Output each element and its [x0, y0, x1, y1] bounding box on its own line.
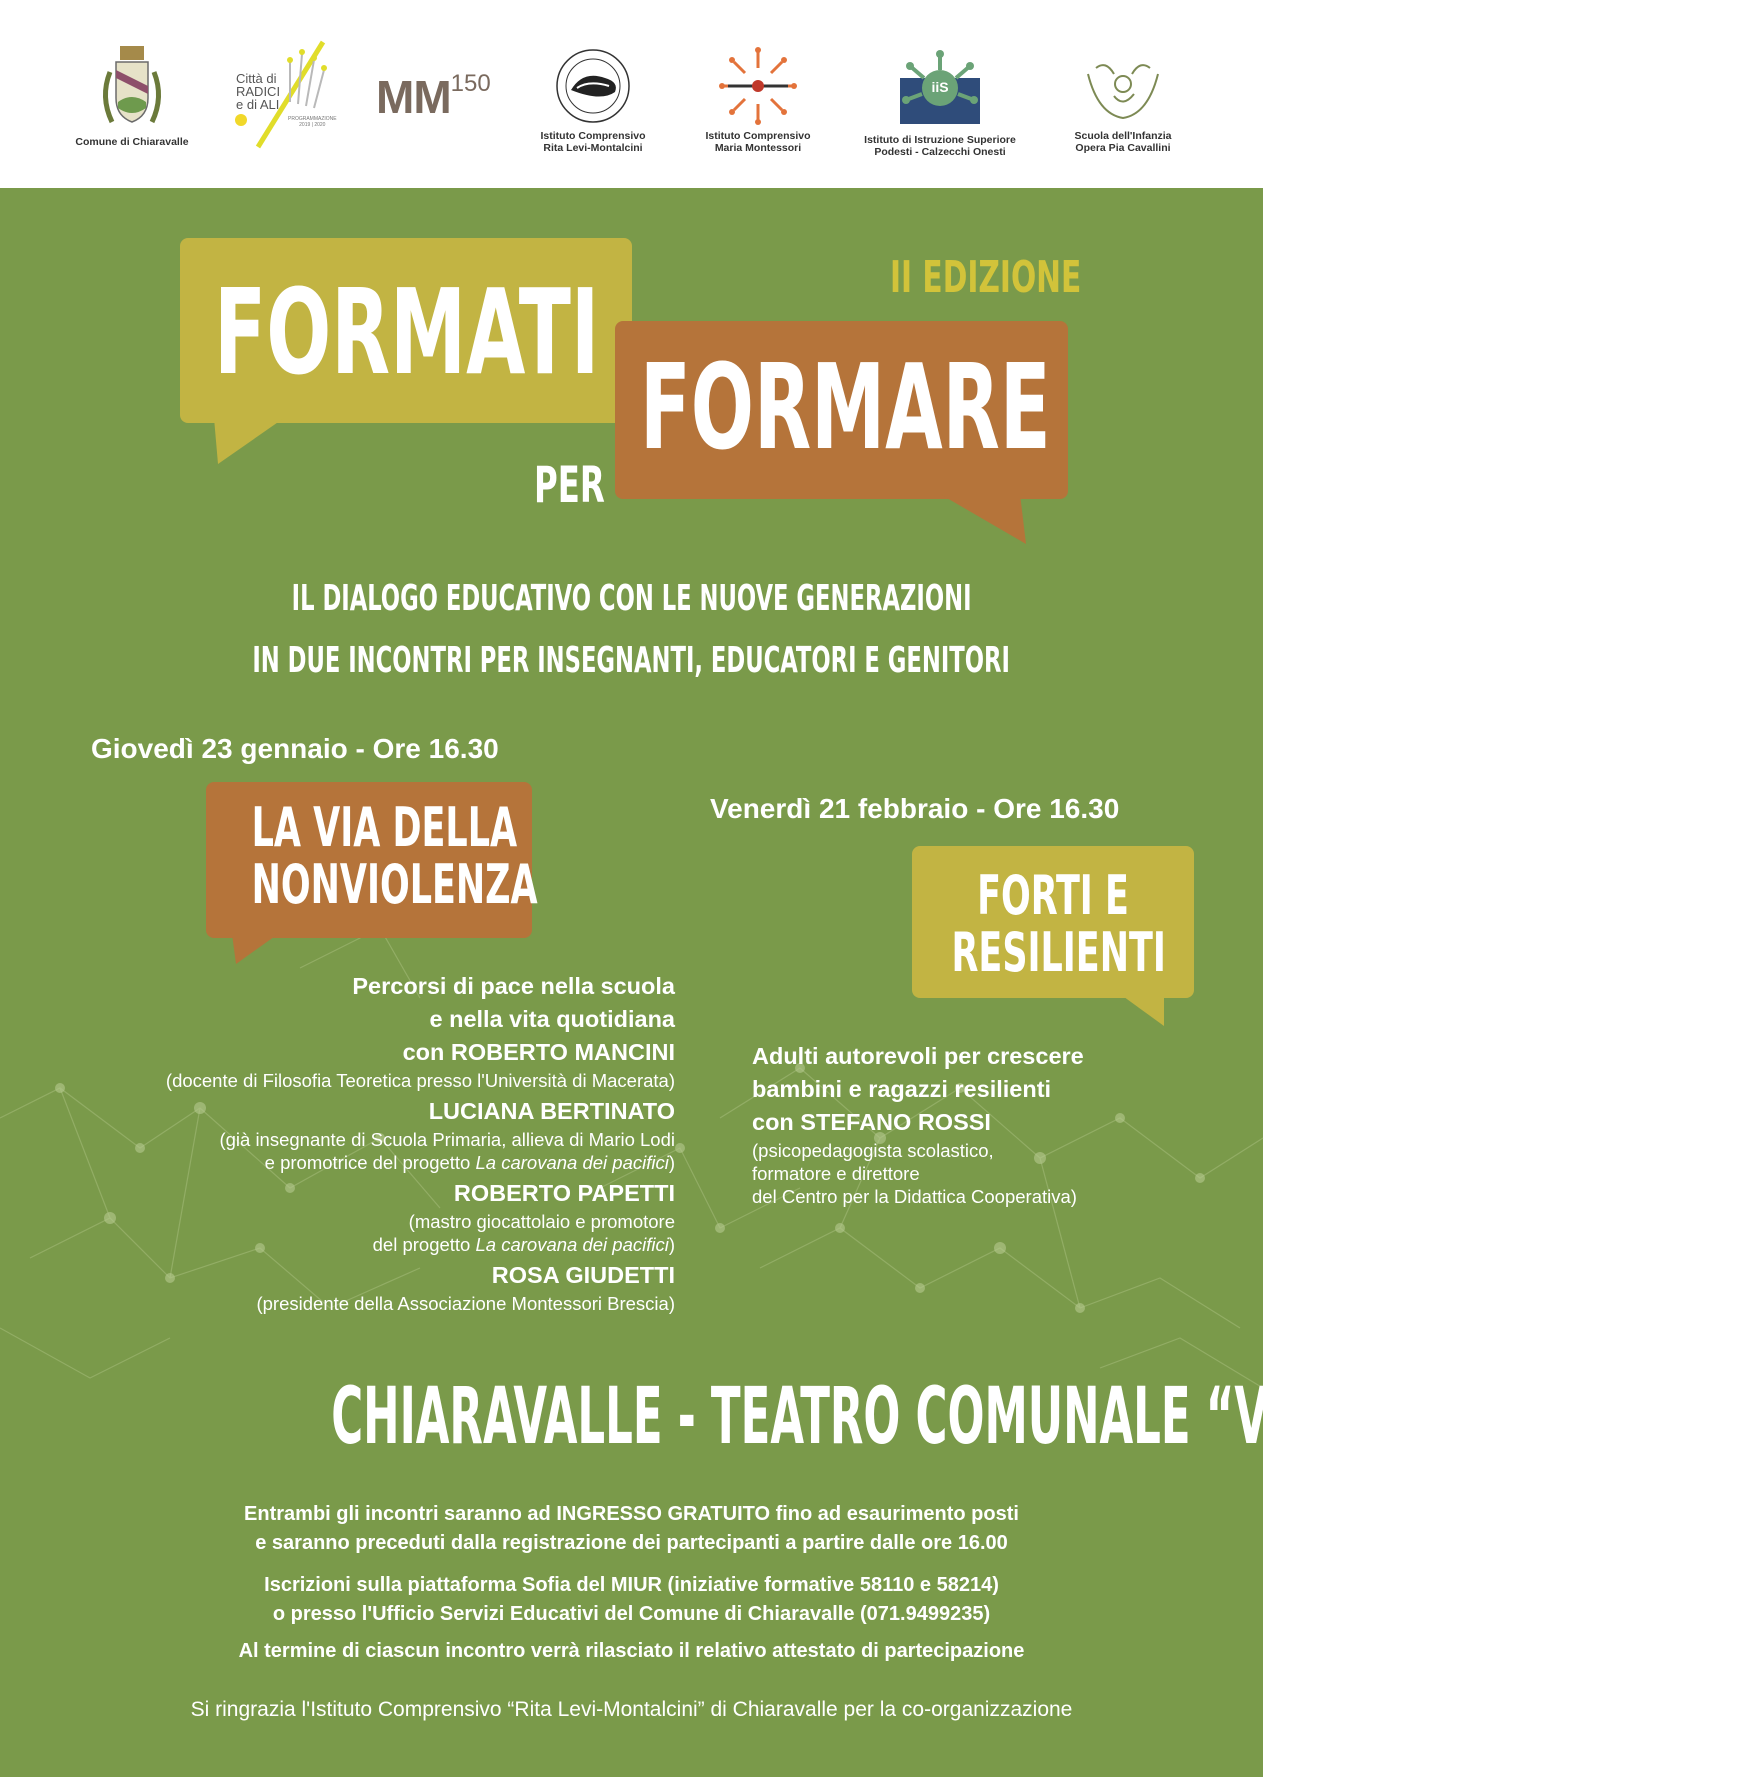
logo-caption: Opera Pia Cavallini — [1075, 142, 1171, 154]
ic-montessori-logo — [690, 46, 826, 154]
scuola-infanzia-logo — [1055, 54, 1191, 154]
event1-title-line: NONVIOLENZA — [251, 852, 538, 916]
logo-text-line: e di ALI — [236, 97, 280, 112]
title-word-formati: FORMATI — [214, 263, 600, 401]
event2-desc-line: Adulti autorevoli per crescere — [752, 1043, 1084, 1069]
event1-speaker-note — [20, 1151, 675, 1174]
event1-desc-line: Percorsi di pace nella scuola — [352, 973, 675, 999]
project-name: La carovana dei pacifici — [475, 1234, 669, 1255]
info-block-2 — [0, 1571, 1263, 1629]
bubble-tail-right-icon — [940, 494, 1030, 548]
logo-caption: Rita Levi-Montalcini — [543, 142, 643, 154]
thanks-line: Si ringrazia l'Istituto Comprensivo “Rita Levi-Montalcini” di Chiaravalle per la co-organizzazione — [190, 1698, 1073, 1721]
event1-desc-line: e nella vita quotidiana — [429, 1006, 675, 1032]
logos-header — [0, 0, 1263, 188]
event2-date: Venerdì 21 febbraio - Ore 16.30 — [710, 793, 1120, 824]
logo-caption: Maria Montessori — [714, 142, 802, 154]
event1-speaker: ROBERTO PAPETTI — [453, 1180, 675, 1206]
event2-speaker-note: formatore e direttore — [752, 1163, 920, 1184]
event1-speaker-note: (già insegnante di Scuola Primaria, allieva di Mario Lodi — [219, 1129, 675, 1150]
event1-details — [20, 970, 675, 1315]
event1-speaker-note: (presidente della Associazione Montessori Brescia) — [256, 1293, 675, 1314]
poster-body — [0, 188, 1413, 1777]
event1-speaker-note — [20, 1233, 675, 1256]
subtitle-line-2 — [0, 640, 1263, 681]
event2-title — [912, 864, 1194, 984]
mm150-logo — [376, 70, 506, 124]
sunburst-icon — [718, 46, 798, 126]
coat-of-arms-icon — [92, 42, 172, 132]
logo-caption: Comune di Chiaravalle — [75, 136, 189, 148]
logo-caption: Istituto Comprensivo — [705, 130, 811, 142]
event1-speaker-note: (docente di Filosofia Teoretica presso l'Università di Macerata) — [165, 1070, 675, 1091]
event1-speaker-note: (mastro giocattolaio e promotore — [408, 1211, 675, 1232]
subtitle-text: IN DUE INCONTRI PER INSEGNANTI, EDUCATORI E GENITORI — [252, 640, 1011, 681]
info-line: Iscrizioni sulla piattaforma Sofia del MIUR (iniziative formative 58110 e 58214) — [264, 1574, 999, 1596]
info-line: Entrambi gli incontri saranno ad INGRESSO GRATUITO fino ad esaurimento posti — [244, 1503, 1019, 1525]
project-name: La carovana dei pacifici — [475, 1152, 669, 1173]
logo-sub-line: 2019 | 2020 — [299, 122, 326, 128]
event1-speaker: LUCIANA BERTINATO — [428, 1098, 675, 1124]
note-text: ) — [668, 1152, 675, 1173]
edition-label: II EDIZIONE — [890, 252, 1082, 303]
event2-desc-line: bambini e ragazzi resilienti — [752, 1076, 1052, 1102]
event1-bubble-tail-icon — [232, 934, 282, 966]
comune-chiaravalle-logo — [62, 42, 202, 148]
note-text: ) — [668, 1234, 675, 1255]
venue-text: CHIARAVALLE - TEATRO COMUNALE “VALLE” — [331, 1372, 1413, 1462]
mm-text: MM — [376, 71, 451, 123]
event2-speaker-note: (psicopedagogista scolastico, — [752, 1140, 994, 1161]
logo-text-line: Città di — [236, 71, 277, 86]
bubble-tail-left-icon — [214, 418, 294, 468]
event2-details — [752, 1040, 1252, 1208]
info-line: e saranno preceduti dalla registrazione dei partecipanti a partire dalle ore 16.00 — [255, 1532, 1008, 1554]
title-word-per: PER — [534, 456, 605, 514]
event1-speaker: con ROBERTO MANCINI — [402, 1039, 675, 1065]
info-block-3 — [0, 1637, 1263, 1666]
subtitle-text: IL DIALOGO EDUCATIVO CON LE NUOVE GENERAZIONI — [291, 578, 972, 619]
note-text: del progetto — [372, 1234, 476, 1255]
logo-caption: Istituto Comprensivo — [540, 130, 646, 142]
iis-podesti-logo — [855, 50, 1025, 158]
event2-bubble-tail-icon — [1120, 994, 1170, 1028]
logo-sub-line: PROGRAMMAZIONE — [288, 116, 337, 122]
event1-title — [206, 796, 538, 916]
event1-date: Giovedì 23 gennaio - Ore 16.30 — [91, 733, 499, 764]
note-text: e promotrice del progetto — [264, 1152, 476, 1173]
citta-radici-ali-logo — [228, 42, 348, 152]
logo-caption: Istituto di Istruzione Superiore — [864, 134, 1016, 146]
event1-title-line: LA VIA DELLA — [251, 796, 518, 859]
event2-title-line: FORTI E — [977, 864, 1129, 927]
logo-caption: Scuola dell'Infanzia — [1074, 130, 1172, 142]
ic-levi-montalcini-logo — [525, 46, 661, 154]
event1-speaker: ROSA GIUDETTI — [491, 1262, 675, 1288]
title-word-formare: FORMARE — [640, 338, 1051, 476]
logo-caption: Podesti - Calzecchi Onesti — [874, 146, 1006, 158]
iis-badge-text: iiS — [931, 79, 949, 95]
info-line: o presso l'Ufficio Servizi Educativi del Comune di Chiaravalle (071.9499235) — [272, 1603, 991, 1625]
info-block-1 — [0, 1500, 1263, 1558]
hands-child-icon — [1078, 54, 1168, 126]
round-seal-icon — [553, 46, 633, 126]
event2-title-line: RESILIENTI — [951, 920, 1166, 984]
info-line: Al termine di ciascun incontro verrà rilasciato il relativo attestato di partecipazione — [238, 1640, 1025, 1662]
venue-heading — [0, 1372, 1413, 1462]
mm-sup: 150 — [450, 70, 491, 97]
subtitle-line-1 — [0, 578, 1263, 619]
event2-speaker: con STEFANO ROSSI — [752, 1109, 991, 1135]
event2-speaker-note: del Centro per la Didattica Cooperativa) — [752, 1186, 1077, 1207]
logo-text-line: RADICI — [236, 84, 281, 99]
